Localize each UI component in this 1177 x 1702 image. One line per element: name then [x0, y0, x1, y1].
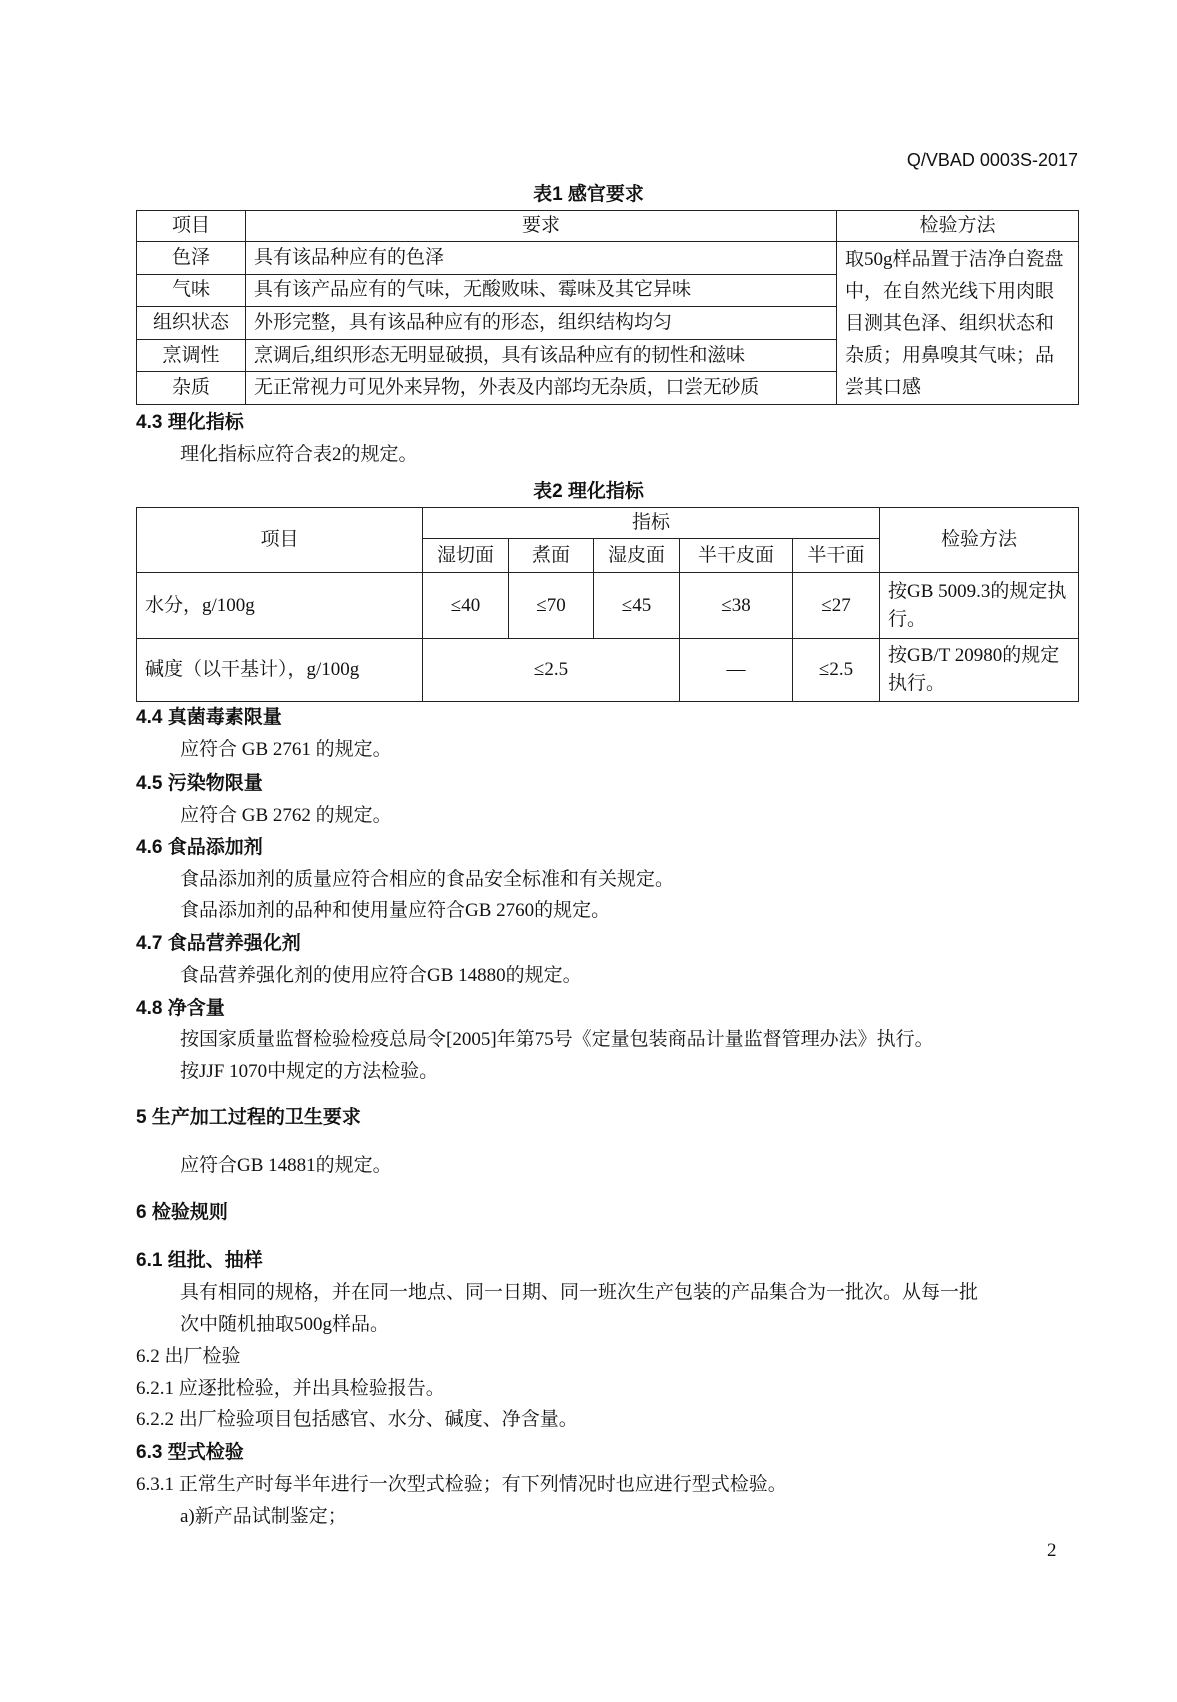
paragraph-line: 6.3.1 正常生产时每半年进行一次型式检验；有下列情况时也应进行型式检验。	[136, 1474, 787, 1495]
item-cell: 组织状态	[137, 307, 246, 340]
item-cell: 气味	[137, 274, 246, 307]
value-cell: ≤27	[793, 573, 880, 639]
page-number: 2	[1047, 1540, 1057, 1561]
value-cell: ≤38	[680, 573, 793, 639]
document-code: Q/VBAD 0003S-2017	[906, 150, 1078, 170]
paragraph-line: 食品添加剂的质量应符合相应的食品安全标准和有关规定。	[180, 869, 675, 890]
value-cell: ≤2.5	[423, 639, 680, 702]
requirement-cell: 烹调后,组织形态无明显破损，具有该品种应有的韧性和滋味	[246, 339, 837, 372]
header-cell: 要求	[246, 211, 837, 242]
table-row	[137, 639, 1079, 702]
section-heading: 6.3 型式检验	[136, 1442, 244, 1463]
paragraph-line: 按JJF 1070中规定的方法检验。	[180, 1061, 439, 1082]
paragraph-line: 应符合GB 14881的规定。	[180, 1155, 392, 1176]
subheader-cell: 湿皮面	[594, 539, 680, 573]
paragraph-line: 具有相同的规格，并在同一地点、同一日期、同一班次生产包装的产品集合为一批次。从每一批	[180, 1282, 979, 1303]
requirement-cell: 外形完整，具有该品种应有的形态，组织结构均匀	[246, 307, 837, 340]
item-cell: 烹调性	[137, 339, 246, 372]
value-cell: ≤70	[509, 573, 594, 639]
method-cell: 按GB 5009.3的规定执行。	[880, 573, 1079, 639]
method-cell: 按GB/T 20980的规定执行。	[880, 639, 1079, 702]
table-row	[137, 242, 1079, 275]
header-cell: 检验方法	[837, 211, 1079, 242]
paragraph-line: 6.2 出厂检验	[136, 1346, 241, 1367]
section-heading: 5 生产加工过程的卫生要求	[136, 1107, 361, 1128]
header-cell: 项目	[137, 211, 246, 242]
subheader-cell: 半干面	[793, 539, 880, 573]
item-cell: 杂质	[137, 372, 246, 405]
item-cell: 色泽	[137, 242, 246, 275]
paragraph-line: 6.2.2 出厂检验项目包括感官、水分、碱度、净含量。	[136, 1409, 578, 1430]
table-row	[137, 573, 1079, 639]
value-cell: —	[680, 639, 793, 702]
method-cell: 取50g样品置于洁净白瓷盘中，在自然光线下用肉眼目测其色泽、组织状态和杂质；用鼻嗅其气味；品尝其口感	[837, 242, 1079, 405]
paragraph-line: 应符合 GB 2761 的规定。	[180, 739, 392, 760]
requirement-cell: 具有该品种应有的色泽	[246, 242, 837, 275]
section-heading: 6.1 组批、抽样	[136, 1250, 263, 1271]
header-method: 检验方法	[880, 508, 1079, 573]
paragraph-line: 食品营养强化剂的使用应符合GB 14880的规定。	[180, 965, 582, 986]
section-heading: 4.6 食品添加剂	[136, 837, 263, 858]
section-heading: 6 检验规则	[136, 1202, 228, 1223]
physicochemical-table	[136, 507, 1079, 702]
table-header-row	[137, 211, 1079, 242]
item-cell: 碱度（以干基计），g/100g	[137, 639, 423, 702]
section-heading: 4.4 真菌毒素限量	[136, 707, 282, 728]
section-heading: 4.8 净含量	[136, 998, 225, 1019]
section-4-3-body: 理化指标应符合表2的规定。	[180, 444, 418, 465]
table2-caption: 表2 理化指标	[533, 481, 644, 502]
header-index: 指标	[423, 508, 880, 539]
item-cell: 水分，g/100g	[137, 573, 423, 639]
value-cell: ≤40	[423, 573, 509, 639]
paragraph-line: 6.2.1 应逐批检验，并出具检验报告。	[136, 1378, 445, 1399]
subheader-cell: 湿切面	[423, 539, 509, 573]
paragraph-line: 应符合 GB 2762 的规定。	[180, 805, 392, 826]
requirement-cell: 具有该产品应有的气味，无酸败味、霉味及其它异味	[246, 274, 837, 307]
value-cell: ≤2.5	[793, 639, 880, 702]
section-4-3-title: 4.3 理化指标	[136, 412, 244, 433]
value-cell: ≤45	[594, 573, 680, 639]
subheader-cell: 煮面	[509, 539, 594, 573]
subheader-cell: 半干皮面	[680, 539, 793, 573]
header-item: 项目	[137, 508, 423, 573]
section-heading: 4.5 污染物限量	[136, 773, 263, 794]
sensory-table	[136, 210, 1079, 405]
table1-caption: 表1 感官要求	[533, 184, 644, 205]
paragraph-line: 次中随机抽取500g样品。	[180, 1314, 390, 1335]
section-heading: 4.7 食品营养强化剂	[136, 933, 301, 954]
paragraph-line: 食品添加剂的品种和使用量应符合GB 2760的规定。	[180, 900, 611, 921]
requirement-cell: 无正常视力可见外来异物，外表及内部均无杂质，口尝无砂质	[246, 372, 837, 405]
paragraph-line: a)新产品试制鉴定；	[180, 1506, 347, 1527]
paragraph-line: 按国家质量监督检验检疫总局令[2005]年第75号《定量包装商品计量监督管理办法》执行。	[180, 1029, 934, 1050]
